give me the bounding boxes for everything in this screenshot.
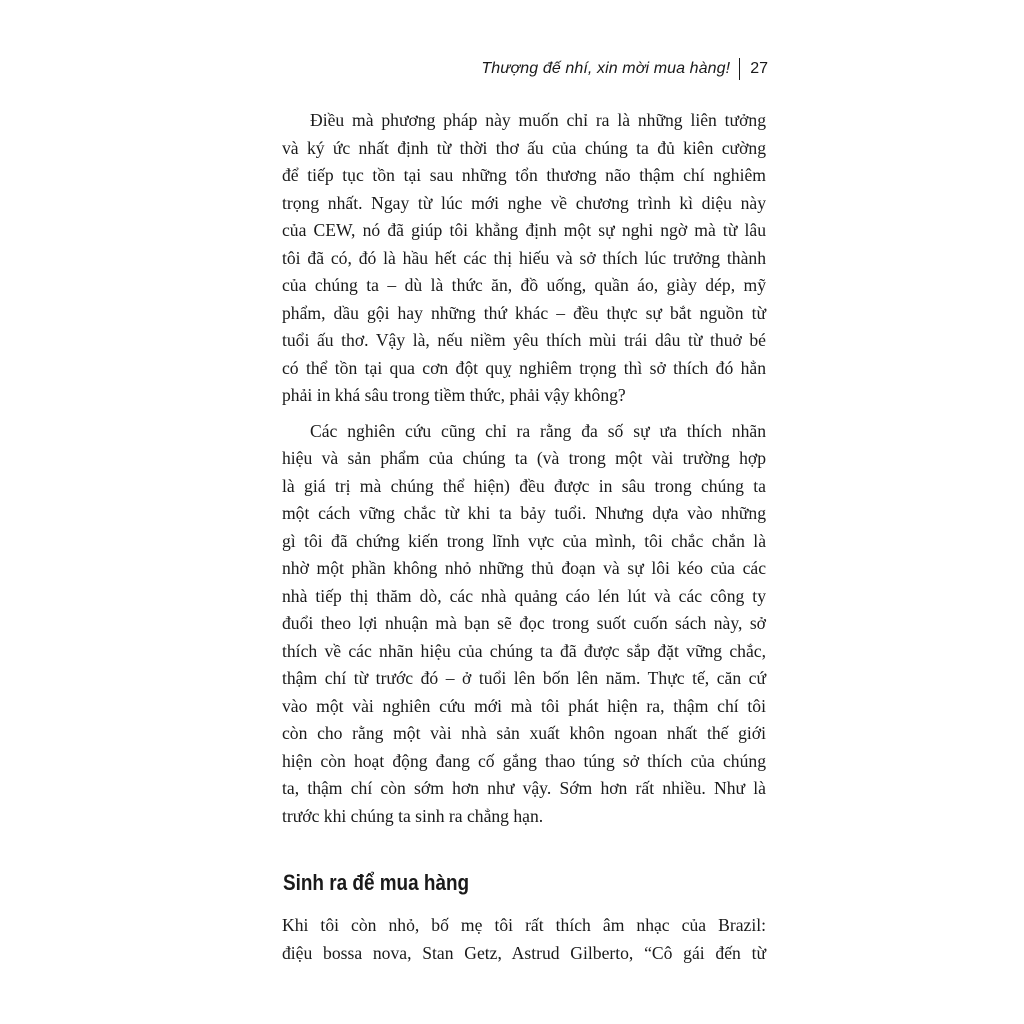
text-line: và ký ức nhất định từ thời thơ ấu của chúng ta đủ kiên cường <box>282 137 766 158</box>
text-line: Các nghiên cứu cũng chỉ ra rằng đa số sự ưa thích nhãn <box>310 420 766 441</box>
text-line: nhờ một phần không nhỏ những thủ đoạn và sự lôi kéo của các <box>282 558 766 578</box>
text-line: trước khi chúng ta sinh ra chẳng hạn. <box>282 805 544 826</box>
text-line: phẩm, dầu gội hay những thứ khác – đều thực sự bắt nguồn từ <box>282 302 766 323</box>
section-heading: Sinh ra để mua hàng <box>283 870 470 895</box>
section-body <box>282 912 766 967</box>
running-header <box>481 58 768 80</box>
text-line: điệu bossa nova, Stan Getz, Astrud Gilberto, “Cô gái đến từ <box>282 942 766 963</box>
body-text <box>282 107 766 830</box>
text-line: để tiếp tục tồn tại sau những tổn thương não thậm chí nghiêm <box>282 165 766 185</box>
text-line: Điều mà phương pháp này muốn chỉ ra là những liên tưởng <box>310 110 766 130</box>
text-line: phải in khá sâu trong tiềm thức, phải vậy không? <box>282 385 626 405</box>
text-line: thậm chí từ trước đó – ở tuổi lên bốn lên năm. Thực tế, căn cứ <box>282 668 766 688</box>
paragraph-spacer <box>282 410 766 418</box>
text-line: đuổi theo lợi nhuận mà bạn sẽ đọc trong suốt cuốn sách này, sở <box>282 613 766 633</box>
text-line: có thể tồn tại qua cơn đột quỵ nghiêm trọng thì sở thích đó hẳn <box>282 357 766 378</box>
text-line: của chúng ta – dù là thức ăn, đồ uống, quần áo, giày dép, mỹ <box>282 275 766 295</box>
paragraph-2 <box>282 418 766 831</box>
text-line: gì tôi đã chứng kiến trong lĩnh vực của mình, tôi chắc chắn là <box>282 530 766 551</box>
header-divider <box>739 58 740 80</box>
text-line: hiện còn hoạt động đang cố gắng thao túng sở thích của chúng <box>282 750 766 771</box>
page-number: 27 <box>750 60 768 77</box>
text-line: ta, thậm chí còn sớm hơn như vậy. Sớm hơn rất nhiều. Như là <box>282 778 766 798</box>
text-line: hiệu và sản phẩm của chúng ta (và trong một vài trường hợp <box>282 448 766 468</box>
text-line: vào một vài nghiên cứu mới mà tôi phát hiện ra, thậm chí tôi <box>282 695 766 716</box>
text-line: Khi tôi còn nhỏ, bố mẹ tôi rất thích âm nhạc của Brazil: <box>282 915 766 935</box>
running-title: Thượng đế nhí, xin mời mua hàng! <box>481 60 731 77</box>
text-line: nhà tiếp thị thăm dò, các nhà quảng cáo lén lút và các công ty <box>282 585 766 606</box>
text-line: thích về các nhãn hiệu của chúng ta đã được sắp đặt vững chắc, <box>282 640 766 661</box>
text-line: trọng nhất. Ngay từ lúc mới nghe về chương trình kì diệu này <box>282 192 766 213</box>
text-line: tôi đã có, đó là hầu hết các thị hiếu và sở thích lúc trưởng thành <box>282 247 766 268</box>
paragraph-1 <box>282 107 766 410</box>
text-line: của CEW, nó đã giúp tôi khẳng định một sự nghi ngờ mà từ lâu <box>282 220 766 240</box>
text-line: là giá trị mà chúng thể hiện) đều được in sâu trong chúng ta <box>282 475 766 496</box>
text-line: tuổi ấu thơ. Vậy là, nếu niềm yêu thích mùi trái dâu từ thuở bé <box>282 330 766 350</box>
text-line: còn cho rằng một vài nhà sản xuất khôn ngoan nhất thế giới <box>282 723 766 743</box>
text-line: một cách vững chắc từ khi ta bảy tuổi. Nhưng dựa vào những <box>282 503 766 523</box>
